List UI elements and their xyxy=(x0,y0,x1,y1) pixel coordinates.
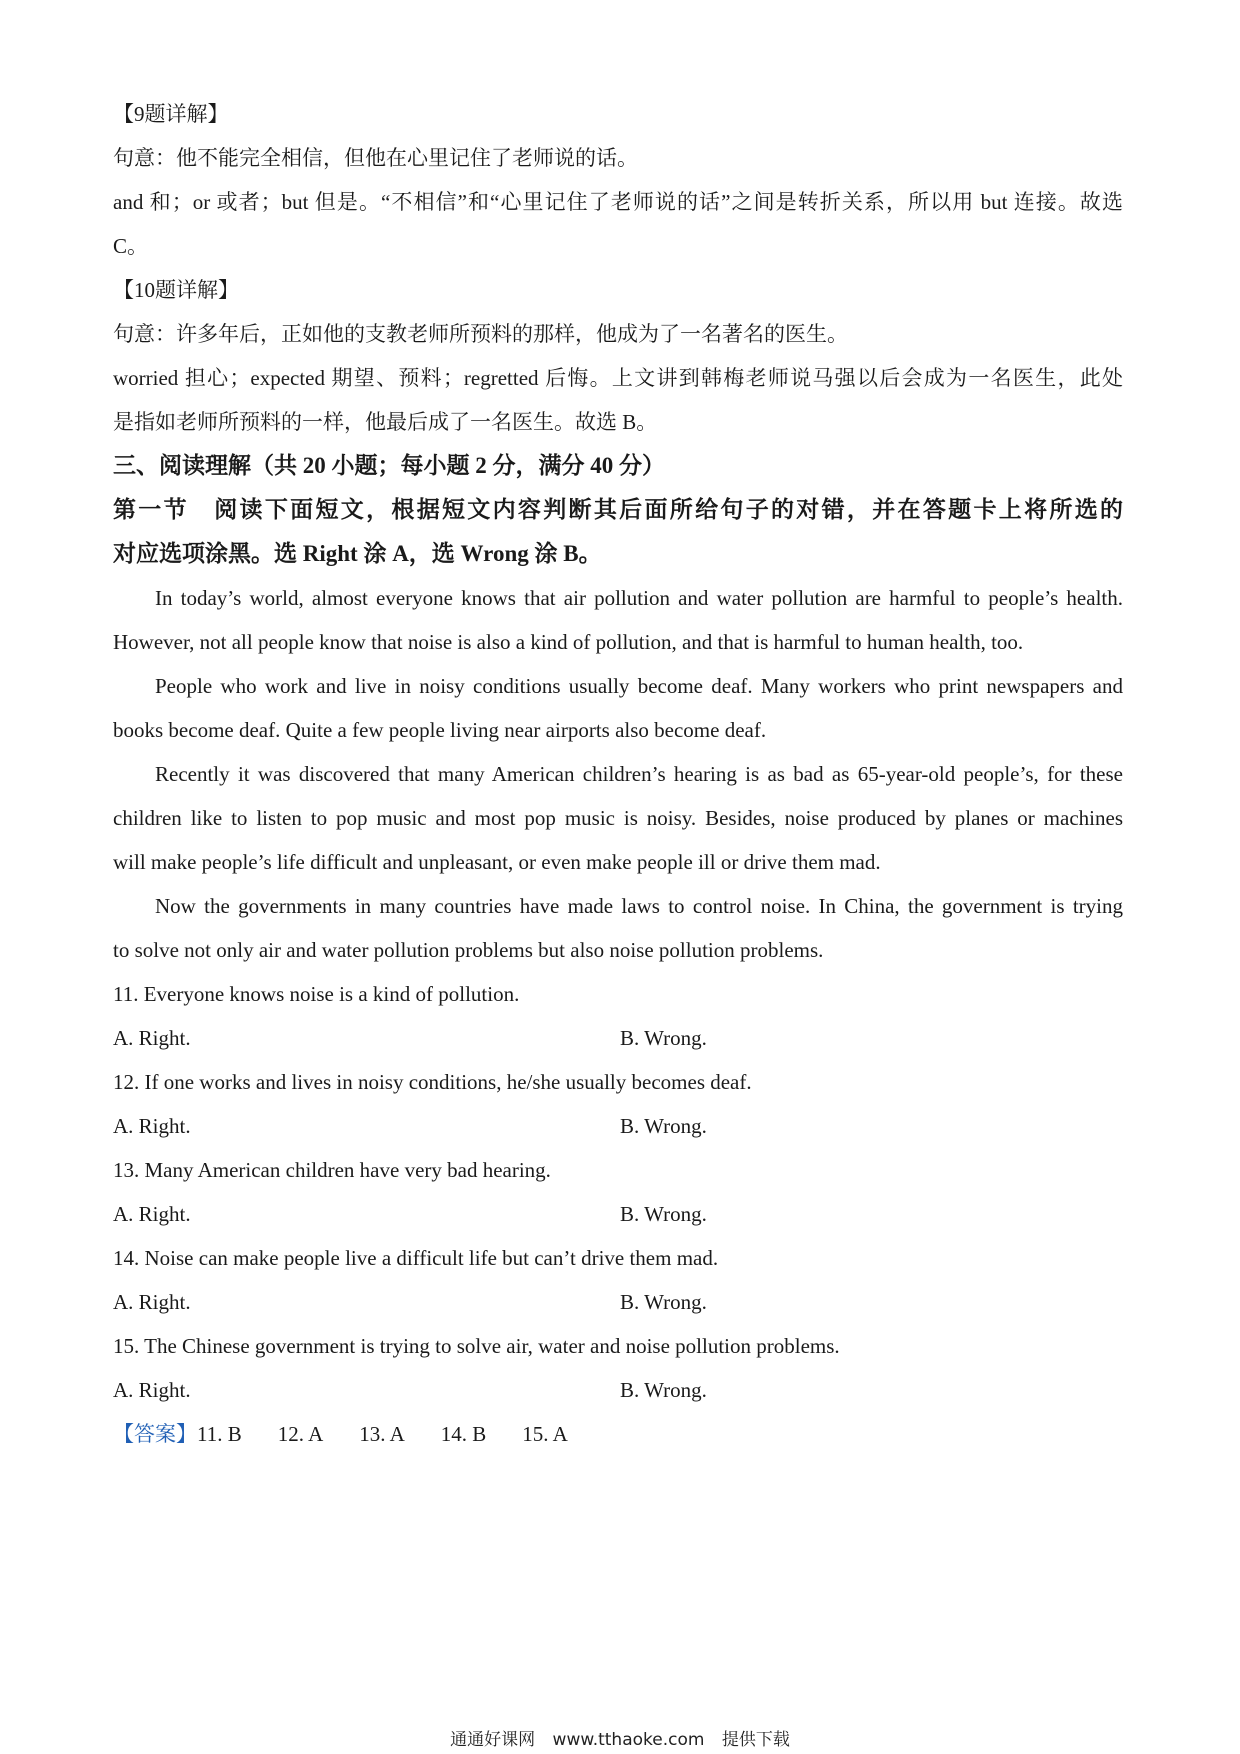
question-15-options xyxy=(113,1376,1123,1404)
question-14: 14. Noise can make people live a difficult life but can’t drive them mad. xyxy=(113,1246,719,1270)
question-13-options xyxy=(113,1200,1123,1228)
question-15: 15. The Chinese government is trying to solve air, water and noise pollution problems. xyxy=(113,1334,840,1358)
option-a[interactable]: A. Right. xyxy=(113,1202,191,1226)
q10-explanation-line-2: 是指如老师所预料的一样，他最后成了一名医生。故选 B。 xyxy=(113,410,658,434)
option-b[interactable]: B. Wrong. xyxy=(620,1378,707,1402)
passage-p3-line-2: children like to listen to pop music and most pop music is noisy. Besides, noise produced by planes or machines xyxy=(113,806,1123,830)
question-12-options xyxy=(113,1112,1123,1140)
section-title: 三、阅读理解（共 20 小题；每小题 2 分，满分 40 分） xyxy=(113,453,665,478)
option-b[interactable]: B. Wrong. xyxy=(620,1114,707,1138)
option-b[interactable]: B. Wrong. xyxy=(620,1202,707,1226)
question-14-options xyxy=(113,1288,1123,1316)
q10-explanation-line-1: worried 担心；expected 期望、预料；regretted 后悔。上文讲到韩梅老师说马强以后会成为一名医生，此处 xyxy=(113,366,1123,390)
option-a[interactable]: A. Right. xyxy=(113,1114,191,1138)
passage-p2-line-2: books become deaf. Quite a few people living near airports also become deaf. xyxy=(113,718,767,742)
answer-tag: 【答案】 xyxy=(113,1422,197,1446)
answer-item: 15. A xyxy=(522,1422,568,1446)
q9-meaning: 句意：他不能完全相信，但他在心里记住了老师说的话。 xyxy=(113,146,638,170)
passage-p3-line-1: Recently it was discovered that many American children’s hearing is as bad as 65-year-old people’s, for these xyxy=(155,762,1123,786)
option-b[interactable]: B. Wrong. xyxy=(620,1290,707,1314)
q9-explanation-line-1: and 和；or 或者；but 但是。“不相信”和“心里记住了老师说的话”之间是转折关系，所以用 but 连接。故选 xyxy=(113,190,1123,214)
passage-p4-line-2: to solve not only air and water pollution problems but also noise pollution problems. xyxy=(113,938,824,962)
passage-p1-line-1: In today’s world, almost everyone knows that air pollution and water pollution are harmful to people’s health. xyxy=(155,586,1123,610)
passage-p1-line-2: However, not all people know that noise is also a kind of pollution, and that is harmful to human health, too. xyxy=(113,630,1024,654)
section-instruction-line-1: 第一节 阅读下面短文，根据短文内容判断其后面所给句子的对错，并在答题卡上将所选的 xyxy=(113,497,1123,522)
q9-explanation-line-2: C。 xyxy=(113,234,149,258)
question-12: 12. If one works and lives in noisy conditions, he/she usually becomes deaf. xyxy=(113,1070,752,1094)
passage-p2-line-1: People who work and live in noisy conditions usually become deaf. Many workers who print newspapers and xyxy=(155,674,1123,698)
answer-item: 12. A xyxy=(277,1422,324,1446)
question-13: 13. Many American children have very bad hearing. xyxy=(113,1158,551,1182)
section-instruction-line-2: 对应选项涂黑。选 Right 涂 A，选 Wrong 涂 B。 xyxy=(113,541,602,566)
answer-key xyxy=(113,1420,604,1448)
q10-meaning: 句意：许多年后，正如他的支教老师所预料的那样，他成为了一名著名的医生。 xyxy=(113,322,848,346)
footer-suffix: 提供下载 xyxy=(721,1730,790,1750)
passage-p3-line-3: will make people’s life difficult and unpleasant, or even make people ill or drive them mad. xyxy=(113,850,881,874)
passage-p4-line-1: Now the governments in many countries have made laws to control noise. In China, the government is trying xyxy=(155,894,1123,918)
question-11-options xyxy=(113,1024,1123,1052)
option-b[interactable]: B. Wrong. xyxy=(620,1026,707,1050)
q10-heading: 【10题详解】 xyxy=(113,278,239,302)
option-a[interactable]: A. Right. xyxy=(113,1026,191,1050)
question-11: 11. Everyone knows noise is a kind of pollution. xyxy=(113,982,520,1006)
answer-item: 14. B xyxy=(440,1422,487,1446)
footer-watermark xyxy=(0,1730,1240,1750)
answer-item: 11. B xyxy=(197,1422,242,1446)
q9-heading: 【9题详解】 xyxy=(113,102,229,126)
option-a[interactable]: A. Right. xyxy=(113,1378,191,1402)
option-a[interactable]: A. Right. xyxy=(113,1290,191,1314)
footer-url[interactable]: www.tthaoke.com xyxy=(552,1730,705,1750)
answer-item: 13. A xyxy=(359,1422,405,1446)
footer-site-name: 通通好课网 xyxy=(450,1730,536,1750)
